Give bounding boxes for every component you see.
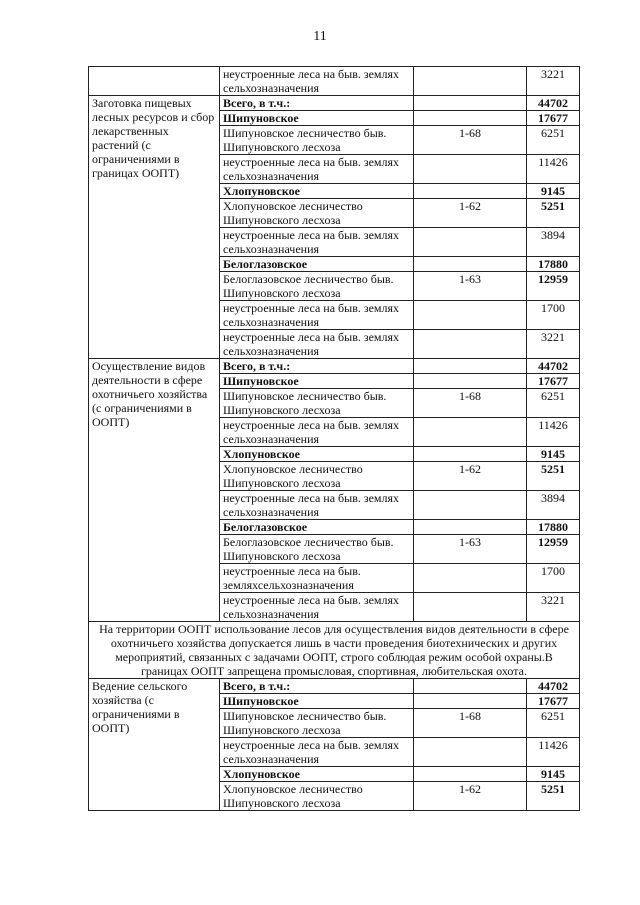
quarter-cell xyxy=(414,67,527,96)
forest-cell: Шипуновское лесничество быв. Шипуновского лесхоза xyxy=(220,389,414,418)
forest-cell: Шипуновское xyxy=(220,111,414,126)
area-cell: 17880 xyxy=(527,257,580,272)
quarter-cell xyxy=(414,359,527,374)
forest-cell: Шипуновское xyxy=(220,694,414,709)
page-number: 11 xyxy=(313,29,327,44)
forest-cell: Всего, в т.ч.: xyxy=(220,359,414,374)
forest-cell: Хлопуновское лесничество Шипуновского лесхоза xyxy=(220,199,414,228)
forest-cell: неустроенные леса на быв. землях сельхозназначения xyxy=(220,418,414,447)
quarter-cell xyxy=(414,593,527,622)
area-cell: 6251 xyxy=(527,389,580,418)
area-cell: 12959 xyxy=(527,535,580,564)
quarter-cell: 1-62 xyxy=(414,462,527,491)
quarter-cell xyxy=(414,111,527,126)
quarter-cell xyxy=(414,767,527,782)
quarter-cell xyxy=(414,564,527,593)
forest-cell: неустроенные леса на быв. землях сельхозназначения xyxy=(220,491,414,520)
table-row xyxy=(89,67,580,96)
quarter-cell xyxy=(414,374,527,389)
area-cell: 5251 xyxy=(527,782,580,811)
forest-cell: Белоглазовское лесничество быв. Шипуновского лесхоза xyxy=(220,535,414,564)
table-row xyxy=(89,96,580,111)
quarter-cell xyxy=(414,679,527,694)
area-cell: 11426 xyxy=(527,738,580,767)
quarter-cell: 1-63 xyxy=(414,272,527,301)
area-cell: 17880 xyxy=(527,520,580,535)
area-cell: 11426 xyxy=(527,418,580,447)
quarter-cell xyxy=(414,228,527,257)
quarter-cell xyxy=(414,155,527,184)
quarter-cell: 1-68 xyxy=(414,709,527,738)
activity-cell: Заготовка пищевых лесных ресурсов и сбор лекарственных растений (с ограничениями в границах ООПТ) xyxy=(89,96,220,359)
quarter-cell xyxy=(414,520,527,535)
area-cell: 44702 xyxy=(527,96,580,111)
forest-cell: неустроенные леса на быв. землях сельхозназначения xyxy=(220,301,414,330)
area-cell: 9145 xyxy=(527,184,580,199)
activity-cell: Ведение сельского хозяйства (с ограничениями в ООПТ) xyxy=(89,679,220,811)
forest-cell: неустроенные леса на быв. землях сельхозназначения xyxy=(220,228,414,257)
forest-cell: Шипуновское лесничество быв. Шипуновского лесхоза xyxy=(220,126,414,155)
quarter-cell xyxy=(414,96,527,111)
area-cell: 6251 xyxy=(527,126,580,155)
activity-cell: Осуществление видов деятельности в сфере охотничьего хозяйства (с ограничениями в ООПТ) xyxy=(89,359,220,622)
forest-cell: Всего, в т.ч.: xyxy=(220,679,414,694)
forest-cell: Всего, в т.ч.: xyxy=(220,96,414,111)
area-cell: 17677 xyxy=(527,111,580,126)
forest-cell: неустроенные леса на быв. землях сельхозназначения xyxy=(220,738,414,767)
activity-cell xyxy=(89,67,220,96)
table-row xyxy=(89,679,580,694)
area-cell: 5251 xyxy=(527,199,580,228)
quarter-cell xyxy=(414,447,527,462)
forest-cell: Хлопуновское xyxy=(220,184,414,199)
forest-cell: неустроенные леса на быв. землях сельхозназначения xyxy=(220,67,414,96)
quarter-cell xyxy=(414,257,527,272)
forest-cell: Хлопуновское xyxy=(220,767,414,782)
forest-cell: Хлопуновское xyxy=(220,447,414,462)
area-cell: 44702 xyxy=(527,679,580,694)
forest-cell: Шипуновское xyxy=(220,374,414,389)
quarter-cell xyxy=(414,184,527,199)
forest-usage-table xyxy=(88,66,580,811)
area-cell: 9145 xyxy=(527,767,580,782)
area-cell: 6251 xyxy=(527,709,580,738)
quarter-cell xyxy=(414,738,527,767)
area-cell: 3894 xyxy=(527,228,580,257)
quarter-cell xyxy=(414,301,527,330)
forest-cell: Белоглазовское лесничество быв. Шипуновского лесхоза xyxy=(220,272,414,301)
area-cell: 3221 xyxy=(527,593,580,622)
quarter-cell: 1-62 xyxy=(414,782,527,811)
forest-cell: Хлопуновское лесничество Шипуновского лесхоза xyxy=(220,782,414,811)
quarter-cell xyxy=(414,491,527,520)
area-cell: 17677 xyxy=(527,694,580,709)
quarter-cell: 1-63 xyxy=(414,535,527,564)
forest-cell: Хлопуновское лесничество Шипуновского лесхоза xyxy=(220,462,414,491)
area-cell: 1700 xyxy=(527,301,580,330)
area-cell: 1700 xyxy=(527,564,580,593)
area-cell: 44702 xyxy=(527,359,580,374)
table-row xyxy=(89,359,580,374)
forest-cell: неустроенные леса на быв. земляхсельхозназначения xyxy=(220,564,414,593)
area-cell: 12959 xyxy=(527,272,580,301)
area-cell: 9145 xyxy=(527,447,580,462)
table-row xyxy=(89,622,580,679)
area-cell: 3221 xyxy=(527,330,580,359)
area-cell: 3894 xyxy=(527,491,580,520)
area-cell: 17677 xyxy=(527,374,580,389)
quarter-cell xyxy=(414,694,527,709)
forest-cell: неустроенные леса на быв. землях сельхозназначения xyxy=(220,330,414,359)
quarter-cell xyxy=(414,418,527,447)
hunting-note: На территории ООПТ использование лесов для осуществления видов деятельности в сфере охотничьего хозяйства допускается лишь в части проведения биотехнических и других мероприятий, связанных с задачами ООПТ, строго соблюдая режим особой охраны.В границах ООПТ запрещена промысловая, спортивная, любительская охота. xyxy=(89,622,580,679)
forest-cell: Белоглазовское xyxy=(220,257,414,272)
quarter-cell: 1-62 xyxy=(414,199,527,228)
area-cell: 11426 xyxy=(527,155,580,184)
quarter-cell xyxy=(414,330,527,359)
quarter-cell: 1-68 xyxy=(414,389,527,418)
forest-cell: неустроенные леса на быв. землях сельхозназначения xyxy=(220,155,414,184)
area-cell: 5251 xyxy=(527,462,580,491)
area-cell: 3221 xyxy=(527,67,580,96)
forest-cell: Белоглазовское xyxy=(220,520,414,535)
forest-cell: неустроенные леса на быв. землях сельхозназначения xyxy=(220,593,414,622)
forest-cell: Шипуновское лесничество быв. Шипуновского лесхоза xyxy=(220,709,414,738)
quarter-cell: 1-68 xyxy=(414,126,527,155)
